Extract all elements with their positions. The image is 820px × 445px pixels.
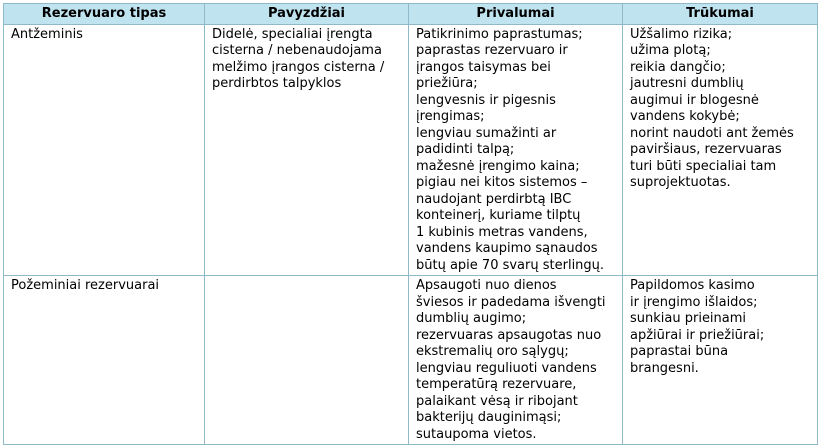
cell-line: suprojektuotas.	[630, 175, 731, 190]
table-row	[4, 24, 818, 276]
cell-line: apžiūrai ir priežiūrai;	[630, 327, 765, 343]
cell-line: jautresni dumblių	[630, 76, 744, 91]
cell-line: būtų apie 70 svarų sterlingų.	[416, 257, 605, 273]
header-row	[4, 4, 818, 25]
cell-line: Patikrinimo paprastumas;	[416, 26, 583, 42]
cell-line: norint naudoti ant žemės	[630, 125, 794, 141]
cell-line: temperatūrą rezervuare,	[416, 377, 577, 392]
cell-line: įrangos taisymas bei	[416, 59, 551, 75]
cell-line: 1 kubinis metras vandens,	[416, 224, 588, 240]
cell-examples	[205, 276, 409, 445]
cell-line: palaikant vėsą ir ribojant	[416, 393, 578, 409]
cell-line: priežiūra;	[416, 76, 478, 91]
header-disadvantages: Trūkumai	[623, 4, 818, 25]
cell-line: paprastas rezervuaro ir	[416, 43, 568, 58]
cell-line: rezervuaras apsaugotas nuo	[416, 327, 602, 343]
cell-line: mažesnė įrengimo kaina;	[416, 158, 580, 174]
cell-line: Didelė, specialiai įrengta	[212, 26, 373, 42]
cell-line: užima plotą;	[630, 43, 711, 58]
cell-line: padidinti talpą;	[416, 142, 515, 157]
cell-line: melžimo įrangos cisterna /	[212, 59, 385, 75]
cell-line: Papildomos kasimo	[630, 278, 755, 293]
cell-type: Požeminiai rezervuarai	[4, 276, 205, 445]
cell-line: vandens kaupimo sąnaudos	[416, 241, 598, 256]
cell-line: naudojant perdirbtą IBC	[416, 191, 572, 207]
header-advantages: Privalumai	[409, 4, 623, 25]
cell-line: lengvesnis ir pigesnis	[416, 92, 556, 108]
cell-line: Apsaugoti nuo dienos	[416, 278, 557, 293]
cell-line: ekstremalių oro sąlygų;	[416, 344, 569, 359]
header-reservoir-type: Rezervuaro tipas	[4, 4, 205, 25]
cell-line: Užšalimo rizika;	[630, 26, 733, 42]
cell-line: bakterijų dauginimąsi;	[416, 410, 562, 425]
cell-disadvantages	[623, 24, 818, 276]
cell-line: augimui ir blogesnė	[630, 92, 759, 108]
cell-line: šviesos ir padedama išvengti	[416, 294, 606, 310]
cell-line: paprastai būna	[630, 344, 729, 359]
cell-line: lengviau reguliuoti vandens	[416, 360, 597, 376]
cell-line: cisterna / nebenaudojama	[212, 43, 382, 58]
table-row	[4, 276, 818, 445]
cell-line: reikia dangčio;	[630, 59, 726, 75]
cell-line: sutaupoma vietos.	[416, 426, 537, 442]
cell-line: sunkiau prieinami	[630, 311, 747, 326]
cell-line: turi būti specialiai tam	[630, 158, 777, 174]
cell-advantages	[409, 276, 623, 445]
cell-advantages	[409, 24, 623, 276]
comparison-table	[3, 3, 818, 445]
header-examples: Pavyzdžiai	[205, 4, 409, 25]
cell-line: ir įrengimo išlaidos;	[630, 294, 758, 310]
cell-line: paviršiaus, rezervuaras	[630, 142, 782, 157]
cell-line: pigiau nei kitos sistemos –	[416, 175, 588, 190]
cell-line: vandens kokybė;	[630, 109, 740, 124]
cell-line: brangesni.	[630, 360, 699, 376]
cell-disadvantages	[623, 276, 818, 445]
cell-line: perdirbtos talpyklos	[212, 76, 342, 91]
cell-type: Antžeminis	[4, 24, 205, 276]
cell-line: dumblių augimo;	[416, 311, 527, 326]
cell-line: konteinerį, kuriame tilptų	[416, 208, 581, 223]
cell-line: įrengimas;	[416, 109, 485, 124]
cell-examples	[205, 24, 409, 276]
cell-line: lengviau sumažinti ar	[416, 125, 557, 141]
